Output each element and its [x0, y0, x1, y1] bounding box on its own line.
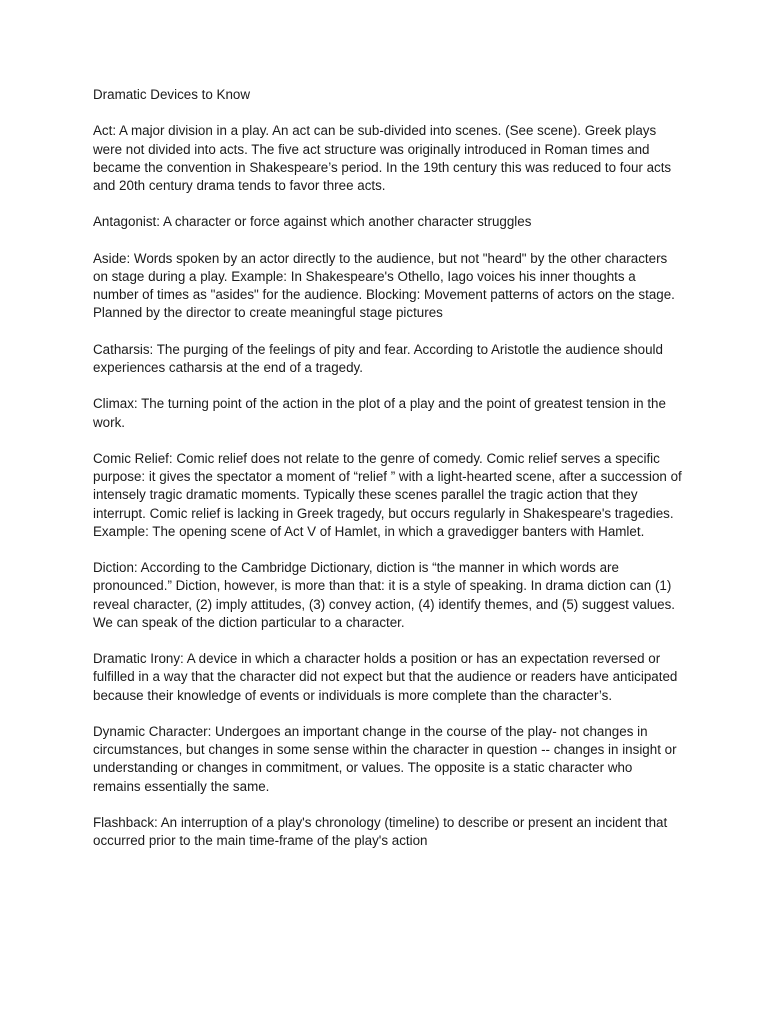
- entry-flashback: Flashback: An interruption of a play's chronology (timeline) to describe or present an incident that occurred prior to the main time-frame of the play's action: [93, 814, 668, 849]
- entry-dramatic-irony: Dramatic Irony: A device in which a character holds a position or has an expectation reversed or fulfilled in a way that the character did not expect but that the audience or readers have anticipated because their knowledge of events or individuals is more complete than the character’s.: [93, 651, 678, 703]
- entry-aside: Aside: Words spoken by an actor directly to the audience, but not "heard" by the other characters on stage during a play. Example: In Shakespeare's Othello, Iago voices his inner thoughts a number of times as "asides" for the audience. Blocking: Movement patterns of actors on the stage. Planned by the director to create meaningful stage pictures: [93, 250, 675, 321]
- entry-catharsis: Catharsis: The purging of the feelings of pity and fear. According to Aristotle the audience should experiences catharsis at the end of a tragedy.: [93, 341, 663, 375]
- entry-act: Act: A major division in a play. An act can be sub-divided into scenes. (See scene). Greek plays were not divided into acts. The five act structure was originally introduced in Roman times and became the convention in Shakespeare’s period. In the 19th century this was reduced to four acts and 20th century drama tends to favor three acts.: [93, 123, 672, 193]
- document-body: [93, 86, 683, 869]
- entry-dynamic-character: Dynamic Character: Undergoes an important change in the course of the play- not changes in circumstances, but changes in some sense within the character in question -- changes in insight or understanding or changes in commitment, or values. The opposite is a static character who remains essentially the same.: [93, 723, 677, 794]
- entry-climax: Climax: The turning point of the action in the plot of a play and the point of greatest tension in the work.: [93, 396, 666, 430]
- entry-antagonist: Antagonist: A character or force against which another character struggles: [93, 214, 532, 230]
- document-title: Dramatic Devices to Know: [93, 87, 251, 102]
- entry-comic-relief: Comic Relief: Comic relief does not relate to the genre of comedy. Comic relief serves a specific purpose: it gives the spectator a moment of “relief ” with a light-hearted scene, after a succession of intensely tragic dramatic moments. Typically these scenes parallel the tragic action that they interrupt. Comic relief is lacking in Greek tragedy, but occurs regularly in Shakespeare's tragedies. Example: The opening scene of Act V of Hamlet, in which a gravedigger banters with Hamlet.: [93, 450, 682, 539]
- entry-diction: Diction: According to the Cambridge Dictionary, diction is “the manner in which words are pronounced.” Diction, however, is more than that: it is a style of speaking. In drama diction can (1) reveal character, (2) imply attitudes, (3) convey action, (4) identify themes, and (5) suggest values. We can speak of the diction particular to a character.: [93, 560, 676, 630]
